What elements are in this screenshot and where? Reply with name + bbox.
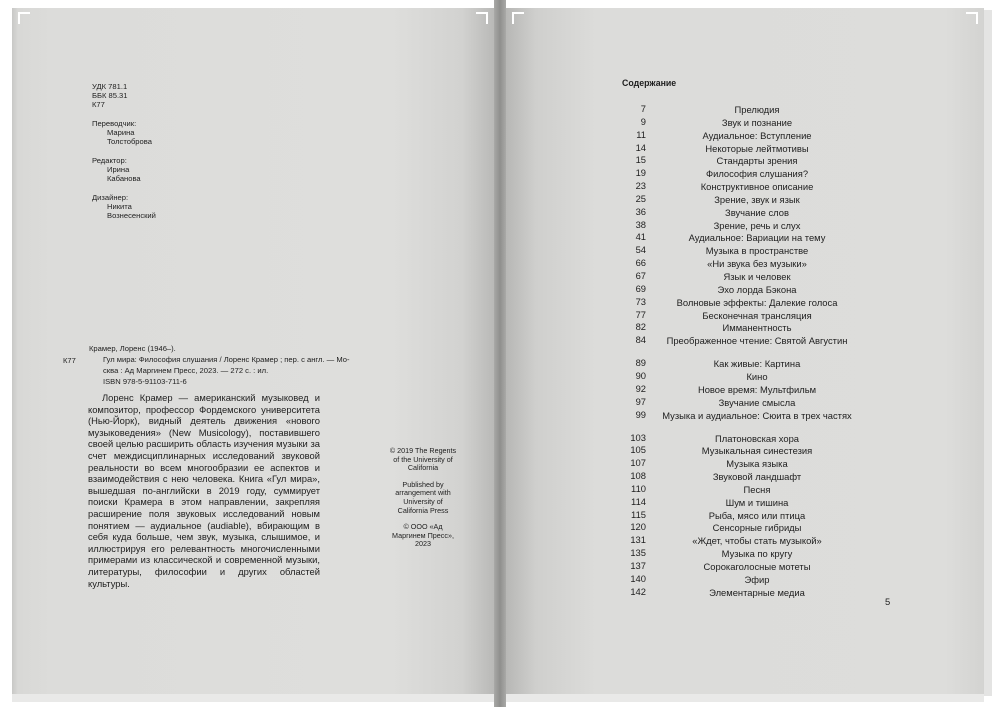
author-mark: К77 [92,100,105,109]
toc-entry [610,396,910,409]
toc-entry [610,496,910,509]
toc-entry [610,483,910,496]
right-page-edges [506,694,984,702]
cip-line: сква : Ад Маргинем Пресс, 2023. — 272 с. : ил. [103,366,269,375]
toc-entry-title: Новое время: Мультфильм [697,383,817,395]
cip-code: К77 [63,356,76,365]
toc-entry-title: Язык и человек [723,270,791,282]
toc-entry [610,444,910,457]
toc-page-number: 67 [635,269,646,281]
imprint-block [92,82,232,230]
toc-page-number: 15 [635,154,646,166]
toc-entry [610,167,910,180]
translator-credit [92,119,232,146]
toc-entry [610,103,910,116]
copyright-line: © 2019 The Regents of the University of California [389,446,457,473]
toc-page-number: 19 [635,167,646,179]
toc-entry [610,142,910,155]
crop-mark [966,12,978,24]
toc-entry [610,334,910,357]
toc-entry [610,283,910,296]
toc-entry-title: Как живые: Картина [713,358,801,370]
toc-entry [610,321,910,334]
toc-entry [610,296,910,309]
toc-entry-title: Музыка и аудиальное: Сюита в трех частях [662,409,852,421]
toc-page-number: 131 [630,534,646,546]
toc-entry [610,470,910,483]
toc-title: Содержание [622,78,677,88]
editor-surname: Кабанова [107,174,141,183]
toc-entry-title: Музыка по кругу [721,548,793,560]
toc-entry-title: Рыба, мясо или птица [708,509,806,521]
toc-entry [610,573,910,586]
toc-page-number: 140 [630,572,646,584]
toc-page-number: 99 [635,408,646,420]
translator-name: Марина [107,128,135,137]
bbk-code: ББК 85.31 [92,91,128,100]
toc-page-number: 97 [635,395,646,407]
toc-entry-title: Музыкальная синестезия [701,445,813,457]
toc-page-number: 36 [635,205,646,217]
toc-page-number: 105 [630,444,646,456]
toc-entry-title: Зрение, звук и язык [714,193,800,205]
crop-mark [18,12,30,24]
crop-mark [512,12,524,24]
editor-label: Редактор: [92,156,127,165]
toc-entry [610,244,910,257]
toc-entry-title: Звучание смысла [718,396,796,408]
annotation [88,392,320,589]
toc-page-number: 114 [631,495,646,507]
toc-entry-title: Имманентность [722,322,792,334]
toc-entry-title: Звучание слов [725,206,789,218]
toc-entry [610,521,910,534]
toc-entry-title: Звуковой ландшафт [712,471,802,483]
toc-page-number: 92 [635,382,646,394]
cataloging-record [63,343,423,387]
toc-entry-title: Сенсорные гибриды [712,522,802,534]
toc-entry-title: Звук и познание [721,116,793,128]
toc-entry-title: «Ни звука без музыки» [707,258,807,270]
toc-page-number: 84 [635,334,646,346]
cip-line: ISBN 978-5-91103-711-6 [103,377,187,386]
toc-entry [610,231,910,244]
copyright-line: Published by arrangement with University of California Press [395,479,451,515]
toc-entry-title: Философия слушания? [705,168,809,180]
toc-entry [610,509,910,522]
toc-entry-title: Прелюдия [734,104,780,115]
toc-entry [610,180,910,193]
toc-page-number: 41 [635,231,646,243]
designer-credit [92,193,232,220]
toc-entry [610,370,910,383]
toc-entry-title: Песня [743,483,771,495]
toc-entry-title: Волновые эффекты: Далекие голоса [676,296,838,308]
toc-page-number: 38 [635,218,646,230]
toc-entry [610,154,910,167]
toc-page-number: 7 [640,103,646,114]
cip-line: Гул мира: Философия слушания / Лоренс Крамер ; пер. с англ. — Мо- [103,355,350,364]
copyright-line: © ООО «Ад Маргинем Пресс», 2023 [392,522,454,549]
toc-entry-title: «Ждет, чтобы стать музыкой» [692,535,822,547]
left-page-edges [12,694,494,702]
toc-entry [610,357,910,370]
toc-entry [610,383,910,396]
toc-entry [610,409,910,432]
toc-entry [610,560,910,573]
toc-entry [610,129,910,142]
toc-page-number: 25 [635,192,646,204]
toc-entry [610,116,910,129]
toc-entry [610,586,910,599]
designer-surname: Вознесенский [107,211,156,220]
toc-entry-title: Некоторые лейтмотивы [705,142,809,154]
table-of-contents [610,103,910,599]
toc-page-number: 77 [635,308,646,320]
toc-page-number: 82 [635,321,646,333]
page-number: 5 [885,596,891,607]
toc-entry-title: Шум и тишина [725,496,789,508]
toc-page-number: 14 [635,141,646,153]
toc-entry [610,206,910,219]
toc-entry [610,219,910,232]
toc-page-number: 120 [630,521,646,533]
toc-page-number: 107 [630,457,646,469]
toc-entry-title: Аудиальное: Вступление [702,129,812,141]
toc-entry-title: Музыка языка [726,458,788,470]
toc-entry-title: Эфир [744,573,770,585]
toc-page-number: 103 [630,431,646,443]
toc-entry-title: Сорокаголосные мотеты [703,561,811,572]
toc-entry-title: Бесконечная трансляция [702,309,812,321]
toc-entry-title: Аудиальное: Вариации на тему [688,232,826,244]
toc-entry-title: Музыка в пространстве [705,245,809,257]
translator-surname: Толстоброва [107,137,152,146]
toc-page-number: 108 [630,470,646,482]
toc-page-number: 11 [636,128,646,140]
editor-credit [92,156,232,183]
udk-code: УДК 781.1 [92,82,128,91]
copyright-block [388,447,458,557]
toc-entry [610,309,910,322]
toc-entry [610,534,910,547]
toc-entry-title: Стандарты зрения [716,155,798,167]
toc-entry-title: Элементарные медиа [709,586,805,598]
toc-page-number: 54 [635,244,646,256]
toc-page-number: 137 [630,560,646,571]
designer-label: Дизайнер: [92,193,129,202]
toc-page-number: 135 [630,547,646,559]
annotation-text: Лоренс Крамер — американский музыковед и композитор, профессор Фордемского университета (Нью-Йорк), видный деятель движения «нового музыковедения» (New Musicology), поставившего своей целью расширить область изучения музыки за счет междисциплинарных исследований звуковой реальности во всем многообразии ее аспектов и взаимодействия с нею человека. Книга «Гул мира», вышедшая по-английски в 2019 году, суммирует поиски Крамера в этом направлении, закрепляя расширение поля звуковых исследований новым понятием — аудиальное (audiable), вбирающим в себя куда больше, чем звук, музыка, слышимое, и иллюстрируя его релевантность многочисленными примерами из классической и современной музыки, литературы, философии и других областей культуры. [88,392,320,589]
toc-entry-title: Платоновская хора [715,432,799,444]
toc-entry [610,432,910,445]
toc-page-number: 89 [635,357,646,369]
toc-entry-title: Кино [746,371,768,383]
toc-entry [610,270,910,283]
toc-page-number: 90 [635,370,646,382]
designer-name: Никита [107,202,132,211]
toc-entry-title: Зрение, речь и слух [713,219,801,231]
toc-page-number: 142 [630,585,646,597]
translator-label: Переводчик: [92,119,137,128]
toc-page-number: 23 [635,180,646,192]
toc-entry [610,193,910,206]
toc-page-number: 69 [635,282,646,294]
right-block-edge [984,10,992,696]
editor-name: Ирина [107,165,130,174]
toc-entry-title: Преображенное чтение: Святой Августин [666,335,848,347]
toc-entry [610,257,910,270]
toc-entry [610,547,910,560]
toc-entry-title: Эхо лорда Бэкона [717,283,797,295]
toc-entry [610,457,910,470]
toc-page-number: 9 [640,115,646,127]
toc-page-number: 66 [635,257,646,269]
book-gutter [494,0,506,707]
crop-mark [476,12,488,24]
toc-entry-title: Конструктивное описание [700,181,814,193]
cip-line: Крамер, Лоренс (1946–). [89,344,176,353]
toc-page-number: 110 [631,482,646,494]
toc-page-number: 73 [635,295,646,307]
toc-page-number: 115 [631,508,646,520]
classification-codes [92,82,232,109]
